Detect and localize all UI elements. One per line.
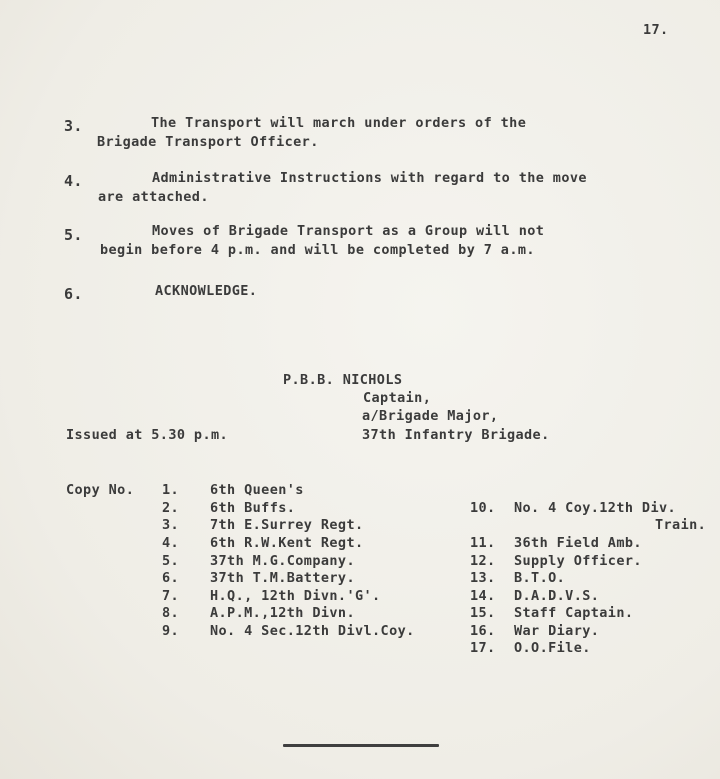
copy-recipient: 37th M.G.Company. [210, 553, 355, 569]
copy-recipient: No. 4 Sec.12th Divl.Coy. [210, 623, 415, 639]
copy-number: 16. [470, 623, 496, 639]
paragraph-5-number: 5. [64, 226, 83, 244]
copy-recipient: No. 4 Coy.12th Div. [514, 500, 677, 516]
copy-number: 1. [162, 482, 180, 498]
copy-recipient: 6th Queen's [210, 482, 304, 498]
copy-number: 6. [162, 570, 180, 586]
paragraph-3-number: 3. [64, 117, 83, 135]
copy-number: 15. [470, 605, 496, 621]
paragraph-4-line-1: Administrative Instructions with regard to the move [152, 170, 587, 186]
signature-name: P.B.B. NICHOLS [283, 372, 403, 388]
paragraph-6-number: 6. [64, 285, 83, 303]
copy-recipient: 37th T.M.Battery. [210, 570, 355, 586]
paragraph-5-line-2: begin before 4 p.m. and will be completed by 7 a.m. [100, 242, 535, 258]
paragraph-3-line-1: The Transport will march under orders of the [151, 115, 527, 131]
paragraph-4-number: 4. [64, 172, 83, 190]
copy-number: 8. [162, 605, 180, 621]
copy-number: 2. [162, 500, 180, 516]
copy-recipient: H.Q., 12th Divn.'G'. [210, 588, 381, 604]
signature-rank: Captain, [363, 390, 432, 406]
copy-recipient: D.A.D.V.S. [514, 588, 600, 604]
closing-rule [283, 744, 439, 747]
copy-recipient: Staff Captain. [514, 605, 634, 621]
copy-number: 5. [162, 553, 180, 569]
issued-time: Issued at 5.30 p.m. [66, 427, 229, 443]
copy-number: 14. [470, 588, 496, 604]
copy-number: 13. [470, 570, 496, 586]
copy-recipient: B.T.O. [514, 570, 566, 586]
copy-recipient: 6th Buffs. [210, 500, 296, 516]
copy-recipient: 7th E.Surrey Regt. [210, 517, 364, 533]
copy-no-label: Copy No. [66, 482, 135, 498]
page-number: 17. [643, 22, 669, 38]
copy-recipient: Supply Officer. [514, 553, 642, 569]
paragraph-5-line-1: Moves of Brigade Transport as a Group will not [152, 223, 545, 239]
copy-number: 4. [162, 535, 180, 551]
paragraph-3-line-2: Brigade Transport Officer. [97, 134, 319, 150]
copy-recipient-continuation: Train. [655, 517, 707, 533]
paragraph-4-line-2: are attached. [98, 189, 209, 205]
copy-number: 7. [162, 588, 180, 604]
copy-number: 17. [470, 640, 496, 656]
copy-recipient: 6th R.W.Kent Regt. [210, 535, 364, 551]
copy-number: 9. [162, 623, 180, 639]
signature-role: a/Brigade Major, [362, 408, 499, 424]
copy-number: 11. [470, 535, 496, 551]
copy-number: 12. [470, 553, 496, 569]
copy-recipient: A.P.M.,12th Divn. [210, 605, 355, 621]
copy-recipient: War Diary. [514, 623, 600, 639]
copy-number: 10. [470, 500, 496, 516]
copy-recipient: O.O.File. [514, 640, 591, 656]
signature-unit: 37th Infantry Brigade. [362, 427, 550, 443]
copy-recipient: 36th Field Amb. [514, 535, 642, 551]
paragraph-6-line-1: ACKNOWLEDGE. [155, 283, 258, 299]
copy-number: 3. [162, 517, 180, 533]
